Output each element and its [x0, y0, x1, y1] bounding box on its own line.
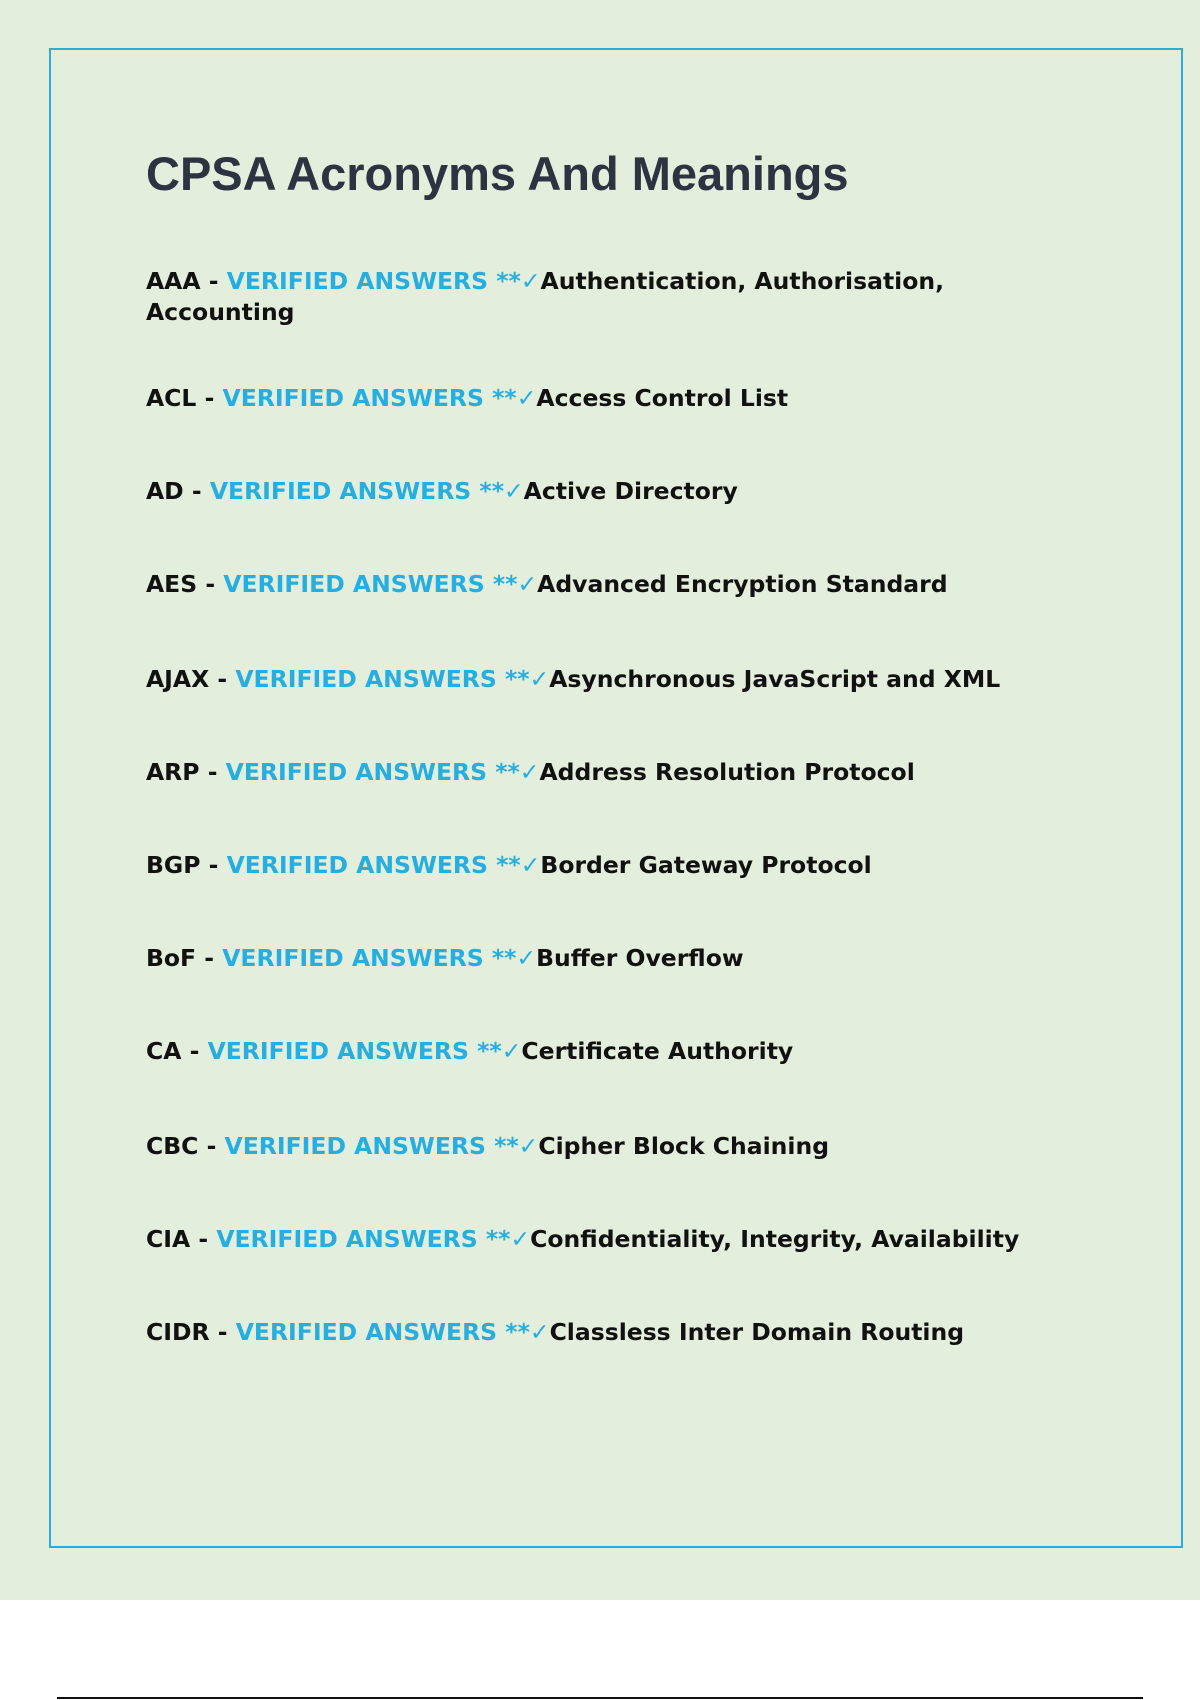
verified-label: VERIFIED ANSWERS **✓: [222, 944, 537, 972]
acronym-term: AES: [146, 570, 198, 598]
separator: -: [209, 1318, 236, 1346]
footer-rule: [57, 1697, 1143, 1699]
acronym-entry: [146, 569, 1056, 600]
acronym-term: BoF: [146, 944, 197, 972]
separator: -: [200, 851, 227, 879]
acronym-term: AJAX: [146, 665, 210, 693]
verified-label: VERIFIED ANSWERS **✓: [226, 851, 541, 879]
acronym-entry: [146, 1224, 1056, 1255]
verified-label: VERIFIED ANSWERS **✓: [209, 477, 524, 505]
verified-label: VERIFIED ANSWERS **✓: [225, 758, 540, 786]
acronym-meaning: Classless Inter Domain Routing: [549, 1318, 965, 1346]
separator: -: [200, 267, 227, 295]
acronym-term: CBC: [146, 1132, 199, 1160]
acronym-entry: [146, 850, 1056, 881]
acronym-meaning: Advanced Encryption Standard: [537, 570, 948, 598]
acronym-term: CIDR: [146, 1318, 210, 1346]
acronym-entry: [146, 383, 1056, 414]
verified-label: VERIFIED ANSWERS **✓: [235, 1318, 550, 1346]
acronym-entry: [146, 1036, 1056, 1067]
acronym-meaning: Certificate Authority: [521, 1037, 794, 1065]
separator: -: [183, 477, 210, 505]
acronym-term: CIA: [146, 1225, 191, 1253]
acronym-meaning: Border Gateway Protocol: [540, 851, 872, 879]
page-title: CPSA Acronyms And Meanings: [146, 147, 849, 200]
acronym-meaning: Authentication, Authorisation, Accounting: [146, 267, 945, 326]
verified-label: VERIFIED ANSWERS **✓: [222, 384, 537, 412]
separator: -: [199, 758, 226, 786]
acronym-list: [146, 266, 1056, 1348]
acronym-meaning: Cipher Block Chaining: [538, 1132, 830, 1160]
acronym-entry: [146, 266, 1056, 328]
separator: -: [197, 570, 224, 598]
separator: -: [198, 1132, 225, 1160]
acronym-term: BGP: [146, 851, 201, 879]
acronym-entry: [146, 757, 1056, 788]
verified-label: VERIFIED ANSWERS **✓: [223, 570, 538, 598]
acronym-term: ARP: [146, 758, 200, 786]
separator: -: [209, 665, 236, 693]
acronym-entry: [146, 943, 1056, 974]
separator: -: [196, 944, 223, 972]
acronym-meaning: Confidentiality, Integrity, Availability: [530, 1225, 1020, 1253]
separator: -: [190, 1225, 217, 1253]
acronym-term: AD: [146, 477, 184, 505]
verified-label: VERIFIED ANSWERS **✓: [226, 267, 541, 295]
verified-label: VERIFIED ANSWERS **✓: [216, 1225, 531, 1253]
acronym-meaning: Buffer Overflow: [536, 944, 744, 972]
acronym-term: AAA: [146, 267, 201, 295]
acronym-term: ACL: [146, 384, 197, 412]
acronym-meaning: Access Control List: [536, 384, 789, 412]
verified-label: VERIFIED ANSWERS **✓: [224, 1132, 539, 1160]
acronym-term: CA: [146, 1037, 182, 1065]
verified-label: VERIFIED ANSWERS **✓: [235, 665, 550, 693]
acronym-entry: [146, 1317, 1056, 1348]
acronym-meaning: Active Directory: [523, 477, 738, 505]
acronym-entry: [146, 664, 1056, 695]
verified-label: VERIFIED ANSWERS **✓: [207, 1037, 522, 1065]
acronym-entry: [146, 1131, 1056, 1162]
separator: -: [196, 384, 223, 412]
separator: -: [181, 1037, 208, 1065]
acronym-meaning: Asynchronous JavaScript and XML: [549, 665, 1001, 693]
acronym-entry: [146, 476, 1056, 507]
acronym-meaning: Address Resolution Protocol: [539, 758, 915, 786]
